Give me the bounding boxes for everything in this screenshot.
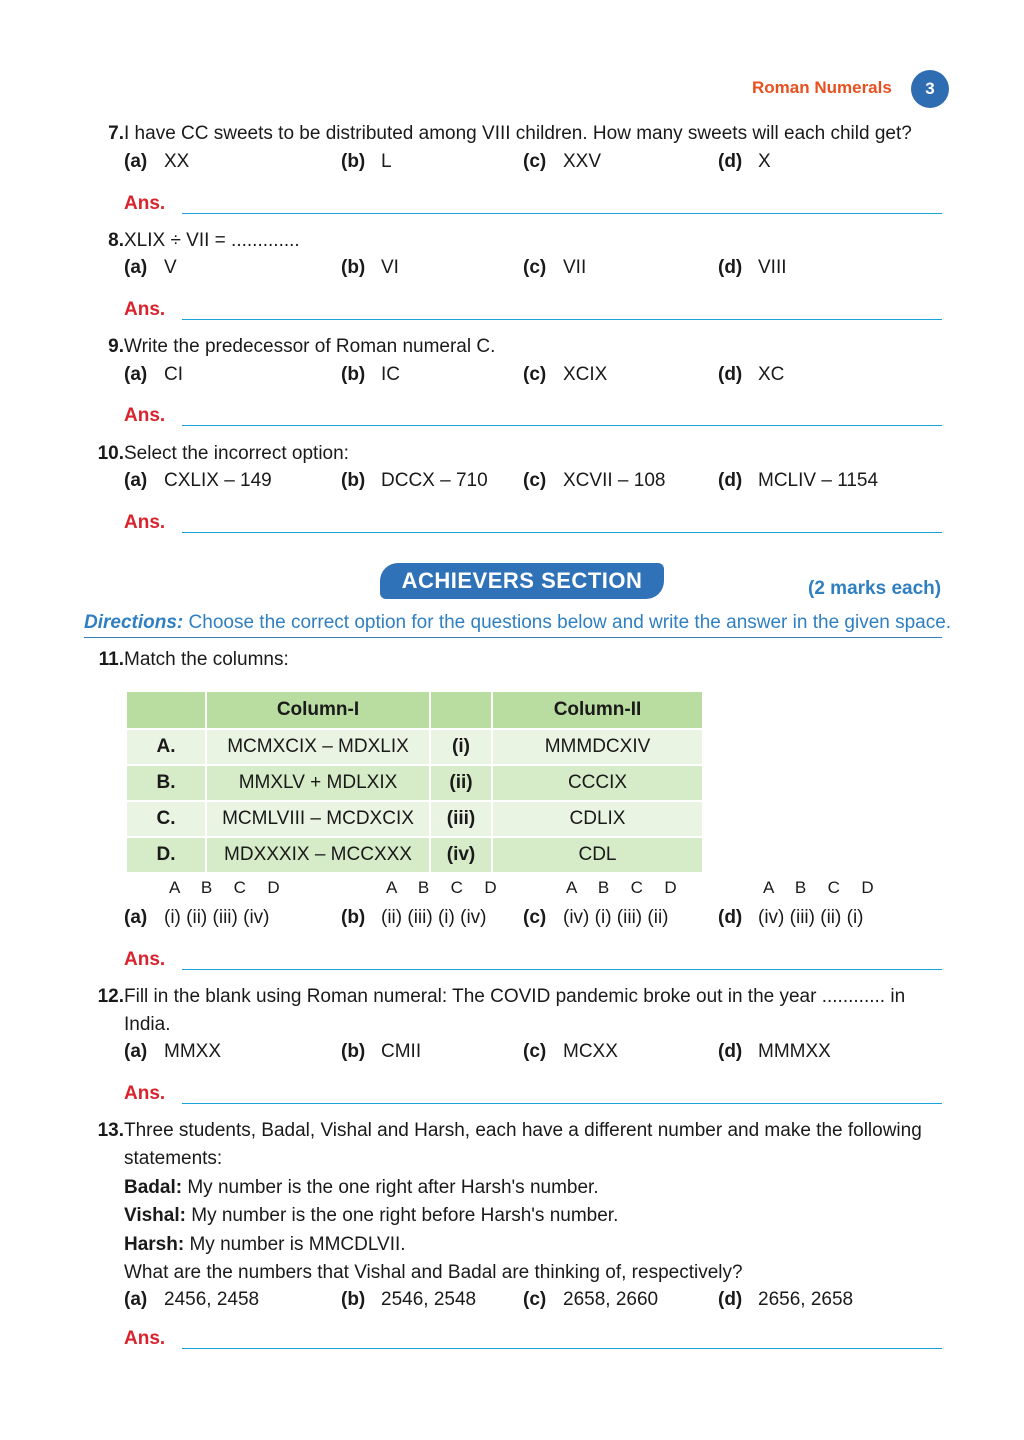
row-index: (ii) (431, 766, 491, 800)
answer-label: Ans. (124, 512, 166, 533)
option-label: (a) (124, 907, 148, 928)
option-value: MCLIV – 1154 (758, 470, 879, 491)
statement-vishal (124, 1202, 944, 1230)
options-q9 (124, 364, 944, 392)
option-c[interactable] (523, 364, 607, 386)
answer-field-q11[interactable] (124, 949, 942, 977)
speaker: Badal: (124, 1177, 183, 1198)
option-label: (a) (124, 1041, 148, 1062)
row-key: B. (127, 766, 205, 800)
question-text: Three students, Badal, Vishal and Harsh, each have a different number and make the following statements: (124, 1120, 922, 1169)
question-number: 9. (108, 336, 124, 357)
option-a[interactable] (124, 257, 177, 279)
option-c[interactable] (523, 1041, 618, 1063)
option-a[interactable] (124, 470, 272, 492)
row-index: (i) (431, 730, 491, 764)
statement-badal (124, 1174, 944, 1202)
answer-label: Ans. (124, 1328, 166, 1349)
option-value: (iv) (i) (iii) (ii) (563, 907, 669, 928)
option-label: (c) (523, 257, 547, 278)
row-index: (iii) (431, 802, 491, 836)
question-8 (88, 227, 944, 255)
statement-text: My number is the one right after Harsh's number. (182, 1177, 599, 1198)
answer-field-q13[interactable] (124, 1328, 942, 1356)
option-value: CMII (381, 1041, 422, 1062)
column-2-cell: CDLIX (493, 802, 702, 836)
table-header-row (127, 692, 702, 728)
question-text: Select the incorrect option: (124, 443, 349, 464)
table-row (127, 730, 702, 764)
answer-label: Ans. (124, 1083, 166, 1104)
answer-label: Ans. (124, 193, 166, 214)
option-c[interactable] (523, 470, 665, 492)
directions-label: Directions: (84, 612, 184, 633)
header-column-2: Column-II (493, 692, 702, 728)
option-label: (c) (523, 1041, 547, 1062)
chapter-title: Roman Numerals (752, 78, 892, 97)
table-row (127, 766, 702, 800)
option-label: (c) (523, 151, 547, 172)
speaker: Harsh: (124, 1234, 185, 1255)
question-number: 7. (108, 123, 124, 144)
option-value: 2658, 2660 (563, 1289, 659, 1310)
option-label: (c) (523, 1289, 547, 1310)
directions-text: Choose the correct option for the questions below and write the answer in the given space. (183, 612, 952, 633)
option-value: XCVII – 108 (563, 470, 666, 491)
option-label: (a) (124, 470, 148, 491)
option-d[interactable] (718, 151, 771, 173)
option-a[interactable] (124, 1289, 259, 1311)
question-number: 10. (97, 443, 124, 464)
option-value: VIII (758, 257, 787, 278)
option-value: MMXX (164, 1041, 221, 1062)
answer-line[interactable] (182, 319, 942, 320)
option-b[interactable] (341, 364, 400, 386)
option-value: VI (381, 257, 399, 278)
option-c[interactable] (523, 907, 669, 929)
option-label: (b) (341, 1041, 366, 1062)
section-banner: ACHIEVERS SECTION (380, 563, 664, 599)
option-label: (d) (718, 257, 743, 278)
option-label: (b) (341, 364, 366, 385)
option-label: (b) (341, 470, 366, 491)
question-text: Fill in the blank using Roman numeral: The COVID pandemic broke out in the year ............ in India. (124, 986, 906, 1035)
option-b[interactable] (341, 151, 392, 173)
abcd-header: A B C D (566, 878, 677, 897)
option-d[interactable] (718, 907, 864, 929)
option-label: (b) (341, 151, 366, 172)
option-label: (a) (124, 364, 148, 385)
question-text: I have CC sweets to be distributed among VIII children. How many sweets will each child get? (124, 123, 912, 144)
answer-line[interactable] (182, 1348, 942, 1349)
column-1-cell: MMXLV + MDLXIX (207, 766, 429, 800)
answer-field-q8[interactable] (124, 299, 942, 327)
option-d[interactable] (718, 364, 784, 386)
question-number: 13. (97, 1120, 124, 1141)
header-column-1: Column-I (207, 692, 429, 728)
option-label: (d) (718, 364, 743, 385)
answer-label: Ans. (124, 405, 166, 426)
column-1-cell: MDXXXIX – MCCXXX (207, 838, 429, 872)
option-c[interactable] (523, 1289, 658, 1311)
option-value: CXLIX – 149 (164, 470, 272, 491)
option-value: MMMXX (758, 1041, 831, 1062)
option-a[interactable] (124, 1041, 221, 1063)
answer-field-q7[interactable] (124, 193, 942, 221)
option-d[interactable] (718, 257, 787, 279)
question-text: XLIX ÷ VII = ............. (124, 230, 300, 251)
option-label: (d) (718, 1041, 743, 1062)
option-b[interactable] (341, 907, 487, 929)
option-value: DCCX – 710 (381, 470, 488, 491)
option-label: (d) (718, 151, 743, 172)
options-q10 (124, 470, 944, 498)
table-row (127, 802, 702, 836)
directions (84, 612, 952, 638)
question-9 (88, 333, 944, 361)
column-1-cell: MCMXCIX – MDXLIX (207, 730, 429, 764)
options-q13 (124, 1289, 944, 1317)
option-value: (i) (ii) (iii) (iv) (164, 907, 270, 928)
option-label: (c) (523, 470, 547, 491)
options-q12 (124, 1041, 944, 1069)
row-key: A. (127, 730, 205, 764)
question-7 (88, 120, 944, 148)
option-value: XCIX (563, 364, 608, 385)
option-label: (a) (124, 151, 148, 172)
question-10 (88, 440, 944, 468)
option-value: XX (164, 151, 190, 172)
option-d[interactable] (718, 1289, 853, 1311)
option-d[interactable] (718, 1041, 831, 1063)
abcd-header: A B C D (386, 878, 497, 897)
option-label: (a) (124, 257, 148, 278)
option-label: (b) (341, 1289, 366, 1310)
question-12 (88, 983, 944, 1039)
option-b[interactable] (341, 257, 399, 279)
option-a[interactable] (124, 907, 270, 929)
option-label: (b) (341, 907, 366, 928)
answer-field-q10[interactable] (124, 512, 942, 540)
option-label: (b) (341, 257, 366, 278)
option-label: (d) (718, 1289, 743, 1310)
statement-text: My number is the one right before Harsh's number. (185, 1205, 619, 1226)
row-key: D. (127, 838, 205, 872)
option-b[interactable] (341, 470, 488, 492)
options-q11 (124, 907, 944, 935)
option-label: (d) (718, 470, 743, 491)
option-b[interactable] (341, 1289, 476, 1311)
statement-harsh (124, 1231, 944, 1259)
option-value: IC (381, 364, 400, 385)
marks-note: (2 marks each) (808, 578, 942, 599)
table-row (127, 838, 702, 872)
match-table (125, 690, 704, 874)
column-2-cell: MMMDCXIV (493, 730, 702, 764)
column-2-cell: CCCIX (493, 766, 702, 800)
option-label: (a) (124, 1289, 148, 1310)
answer-label: Ans. (124, 299, 166, 320)
row-key: C. (127, 802, 205, 836)
option-value: MCXX (563, 1041, 618, 1062)
option-d[interactable] (718, 470, 878, 492)
option-value: 2546, 2548 (381, 1289, 477, 1310)
answer-line[interactable] (182, 425, 942, 426)
header-cell (431, 692, 491, 728)
abcd-header: A B C D (763, 878, 874, 897)
question-number: 8. (108, 230, 124, 251)
column-1-cell: MCMLVIII – MCDXCIX (207, 802, 429, 836)
question-text: Write the predecessor of Roman numeral C. (124, 336, 496, 357)
options-q7 (124, 151, 944, 179)
answer-label: Ans. (124, 949, 166, 970)
row-index: (iv) (431, 838, 491, 872)
option-value: X (758, 151, 771, 172)
abcd-header-row (124, 878, 944, 906)
option-value: 2656, 2658 (758, 1289, 854, 1310)
question-prompt: What are the numbers that Vishal and Badal are thinking of, respectively? (124, 1262, 743, 1283)
question-number: 11. (98, 649, 124, 670)
answer-field-q9[interactable] (124, 405, 942, 433)
option-label: (d) (718, 907, 743, 928)
option-c[interactable] (523, 151, 601, 173)
option-value: CI (164, 364, 183, 385)
abcd-header: A B C D (169, 878, 280, 897)
option-value: XXV (563, 151, 602, 172)
option-label: (c) (523, 907, 547, 928)
option-value: V (164, 257, 177, 278)
option-a[interactable] (124, 364, 183, 386)
option-value: XC (758, 364, 785, 385)
question-11 (88, 646, 944, 674)
statement-text: My number is MMCDLVII. (184, 1234, 406, 1255)
option-a[interactable] (124, 151, 189, 173)
option-b[interactable] (341, 1041, 421, 1063)
option-value: VII (563, 257, 587, 278)
option-value: (iv) (iii) (ii) (i) (758, 907, 864, 928)
answer-line[interactable] (182, 969, 942, 970)
option-value: 2456, 2458 (164, 1289, 260, 1310)
speaker: Vishal: (124, 1205, 186, 1226)
option-value: (ii) (iii) (i) (iv) (381, 907, 487, 928)
option-c[interactable] (523, 257, 586, 279)
question-text: Match the columns: (124, 649, 289, 670)
answer-line[interactable] (182, 213, 942, 214)
option-value: L (381, 151, 392, 172)
question-number: 12. (97, 986, 124, 1007)
option-label: (c) (523, 364, 547, 385)
answer-line[interactable] (182, 532, 942, 533)
options-q8 (124, 257, 944, 285)
page-number-badge: 3 (911, 70, 949, 108)
question-13 (88, 1117, 944, 1173)
answer-line[interactable] (182, 1103, 942, 1104)
answer-field-q12[interactable] (124, 1083, 942, 1111)
column-2-cell: CDL (493, 838, 702, 872)
header-cell (127, 692, 205, 728)
